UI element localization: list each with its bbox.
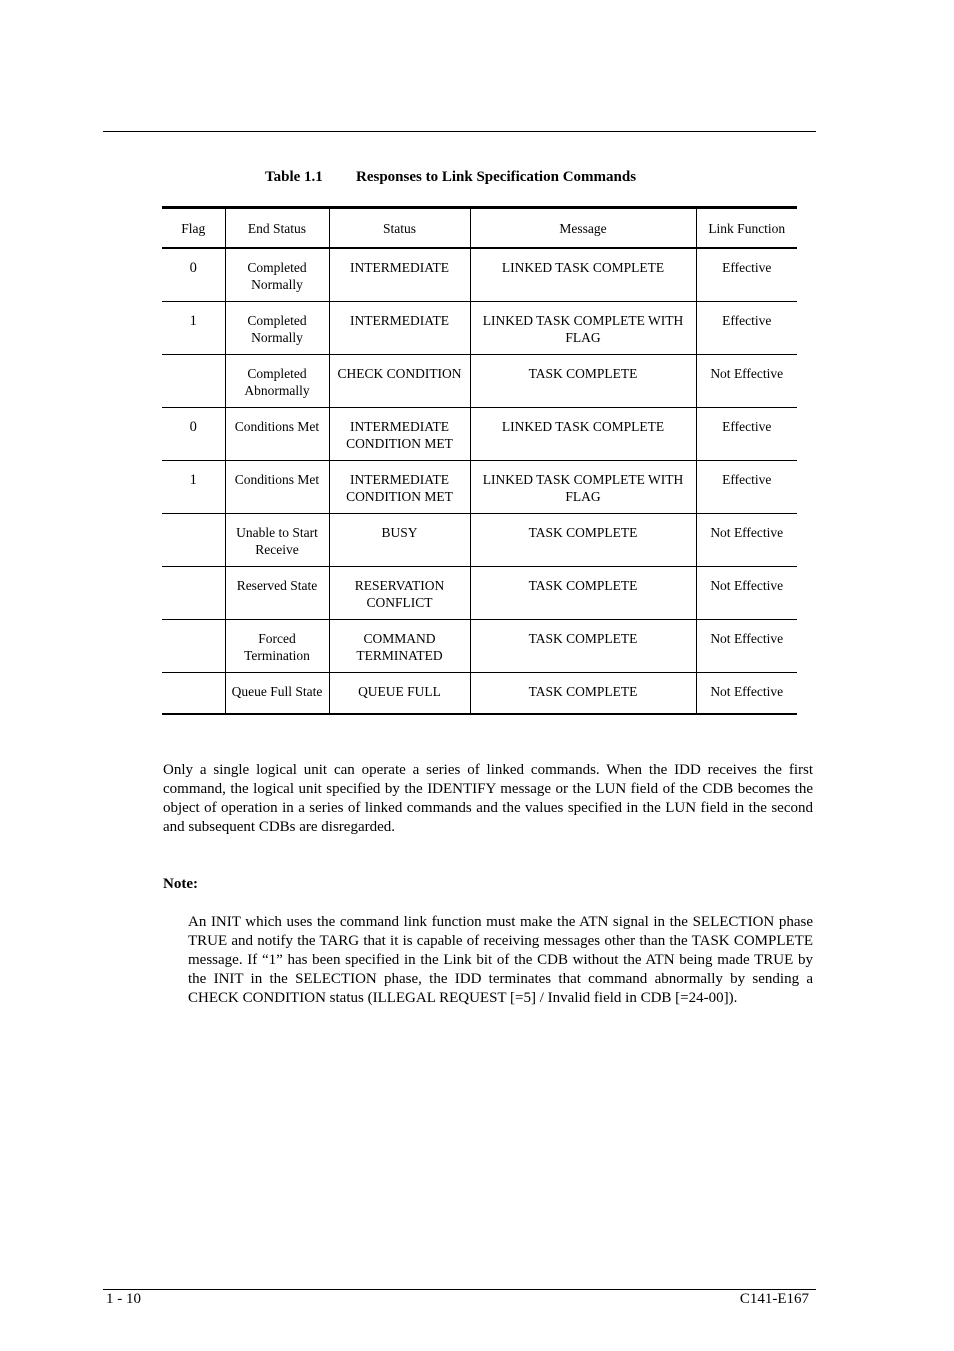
flag-cell: 1	[162, 460, 225, 513]
note-heading: Note:	[163, 876, 198, 892]
table-row	[162, 460, 797, 513]
message-cell: LINKED TASK COMPLETE WITH FLAG	[470, 460, 696, 513]
header-end-status: End Status	[225, 208, 329, 249]
table-row	[162, 407, 797, 460]
link-function-cell: Effective	[696, 407, 797, 460]
flag-cell	[162, 513, 225, 566]
table-caption-title: Responses to Link Specification Commands	[356, 169, 637, 185]
page-number: 1 - 10	[106, 1291, 141, 1307]
status-cell: INTERMEDIATE CONDITION MET	[329, 460, 470, 513]
link-function-cell: Not Effective	[696, 619, 797, 672]
responses-table	[162, 206, 797, 715]
status-cell: INTERMEDIATE CONDITION MET	[329, 407, 470, 460]
message-cell: TASK COMPLETE	[470, 619, 696, 672]
message-cell: LINKED TASK COMPLETE	[470, 248, 696, 301]
end-status-cell: Forced Termination	[225, 619, 329, 672]
flag-cell: 0	[162, 407, 225, 460]
end-status-cell: Unable to Start Receive	[225, 513, 329, 566]
message-cell: TASK COMPLETE	[470, 513, 696, 566]
flag-cell	[162, 619, 225, 672]
body-paragraph: Only a single logical unit can operate a series of linked commands. When the IDD receives the first command, the logical unit specified by the IDENTIFY message or the LUN field of the CDB becomes the object of operation in a series of linked commands and the values specified in the LUN field in the second and subsequent CDBs are disregarded.	[163, 762, 813, 835]
footer-rule	[103, 1289, 816, 1290]
table-caption-number: Table 1.1	[265, 169, 323, 185]
message-cell: TASK COMPLETE	[470, 566, 696, 619]
flag-cell	[162, 354, 225, 407]
table-row	[162, 619, 797, 672]
header-link-function: Link Function	[696, 208, 797, 249]
link-function-cell: Not Effective	[696, 513, 797, 566]
message-cell: LINKED TASK COMPLETE	[470, 407, 696, 460]
end-status-cell: Conditions Met	[225, 460, 329, 513]
message-cell: TASK COMPLETE	[470, 354, 696, 407]
link-function-cell: Effective	[696, 301, 797, 354]
table-row	[162, 354, 797, 407]
table-caption	[265, 169, 636, 186]
header-rule	[103, 131, 816, 132]
header-status: Status	[329, 208, 470, 249]
status-cell: COMMAND TERMINATED	[329, 619, 470, 672]
table-row	[162, 248, 797, 301]
table-row	[162, 513, 797, 566]
flag-cell	[162, 672, 225, 714]
table-row	[162, 301, 797, 354]
note-text: An INIT which uses the command link function must make the ATN signal in the SELECTION phase TRUE and notify the TARG that it is capable of receiving messages other than the TASK COMPLETE message. If “1” has been specified in the Link bit of the CDB without the ATN being made TRUE by the INIT in the SELECTION phase, the IDD terminates that command abnormally by sending a CHECK CONDITION status (ILLEGAL REQUEST [=5] / Invalid field in CDB [=24-00]).	[188, 914, 813, 1006]
status-cell: INTERMEDIATE	[329, 301, 470, 354]
link-function-cell: Not Effective	[696, 566, 797, 619]
table-row	[162, 566, 797, 619]
end-status-cell: Completed Normally	[225, 248, 329, 301]
end-status-cell: Completed Normally	[225, 301, 329, 354]
table-header-row	[162, 208, 797, 249]
link-function-cell: Not Effective	[696, 672, 797, 714]
message-cell: TASK COMPLETE	[470, 672, 696, 714]
end-status-cell: Reserved State	[225, 566, 329, 619]
link-function-cell: Effective	[696, 248, 797, 301]
document-code: C141-E167	[739, 1291, 809, 1307]
flag-cell: 1	[162, 301, 225, 354]
status-cell: CHECK CONDITION	[329, 354, 470, 407]
end-status-cell: Queue Full State	[225, 672, 329, 714]
status-cell: BUSY	[329, 513, 470, 566]
flag-cell	[162, 566, 225, 619]
link-function-cell: Effective	[696, 460, 797, 513]
header-flag: Flag	[162, 208, 225, 249]
end-status-cell: Conditions Met	[225, 407, 329, 460]
flag-cell: 0	[162, 248, 225, 301]
status-cell: RESERVATION CONFLICT	[329, 566, 470, 619]
end-status-cell: Completed Abnormally	[225, 354, 329, 407]
header-message: Message	[470, 208, 696, 249]
link-function-cell: Not Effective	[696, 354, 797, 407]
message-cell: LINKED TASK COMPLETE WITH FLAG	[470, 301, 696, 354]
table-row	[162, 672, 797, 714]
status-cell: QUEUE FULL	[329, 672, 470, 714]
status-cell: INTERMEDIATE	[329, 248, 470, 301]
